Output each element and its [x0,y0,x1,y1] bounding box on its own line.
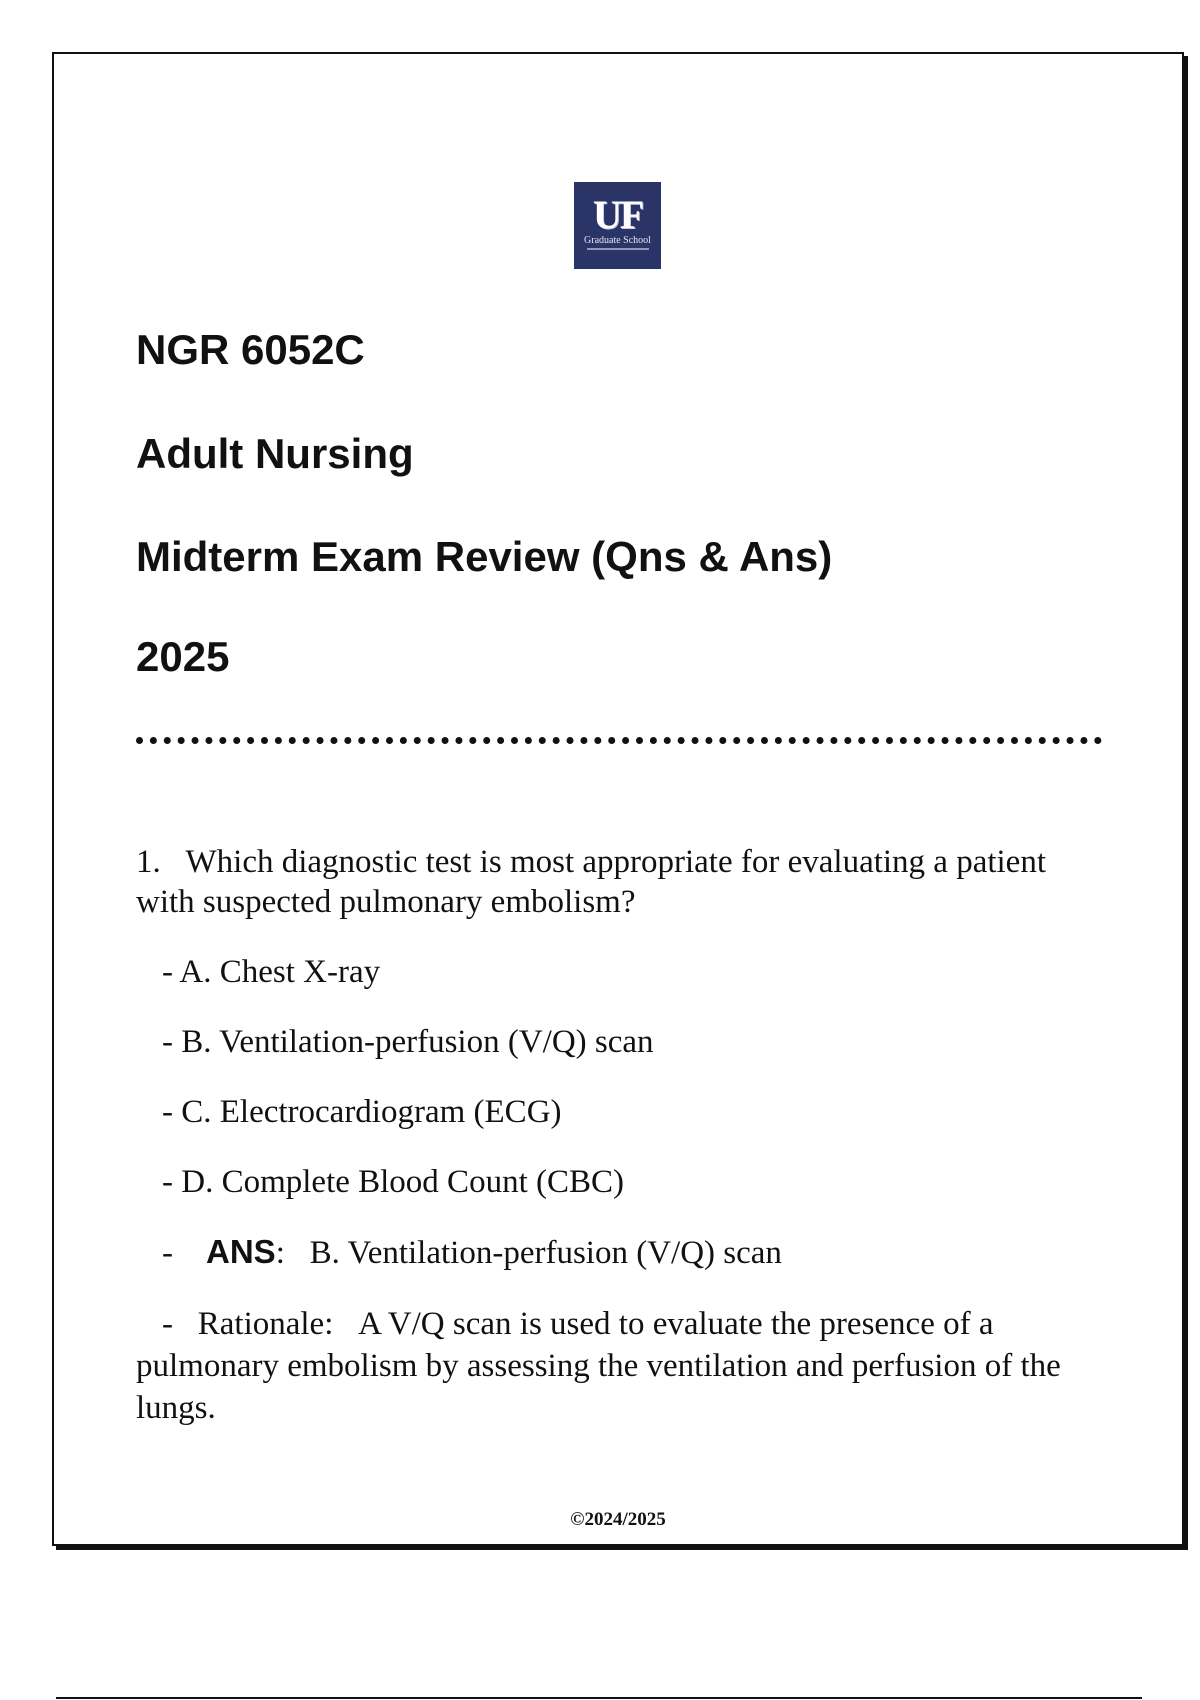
answer-line: - ANS: B. Ventilation-perfusion (V/Q) scan [162,1233,782,1271]
option-c: - C. Electrocardiogram (ECG) [162,1094,562,1130]
logo-mark: UF [592,192,643,237]
option-b: - B. Ventilation-perfusion (V/Q) scan [162,1024,654,1060]
option-d: - D. Complete Blood Count (CBC) [162,1164,624,1200]
dotted-divider [136,737,1102,744]
question-number: 1. [136,844,161,880]
answer-text: B. Ventilation-perfusion (V/Q) scan [309,1235,782,1271]
question-block [136,842,1106,1429]
rationale [136,1303,1106,1429]
rationale-prefix: - [162,1306,173,1342]
exam-title: Midterm Exam Review (Qns & Ans) [136,533,833,580]
option-a: - A. Chest X-ray [162,954,381,990]
logo-subline [587,248,649,250]
rationale-text: A V/Q scan is used to evaluate the presence of a pulmonary embolism by assessing the ventilation and perfusion of the lungs. [136,1306,1061,1426]
bottom-rule [56,1697,1142,1699]
course-name: Adult Nursing [136,430,414,477]
rationale-label: Rationale: [197,1306,334,1342]
answer-prefix: - [162,1235,173,1271]
question-stem: Which diagnostic test is most appropriate for evaluating a patient with suspected pulmonary embolism? [136,844,1046,920]
question-text [136,842,1106,922]
uf-logo [574,182,661,269]
logo-subtitle: Graduate School [584,235,651,246]
answer-label: ANS [206,1233,276,1270]
course-code: NGR 6052C [136,326,365,373]
copyright-notice: ©2024/2025 [570,1509,666,1530]
exam-year: 2025 [136,633,230,680]
